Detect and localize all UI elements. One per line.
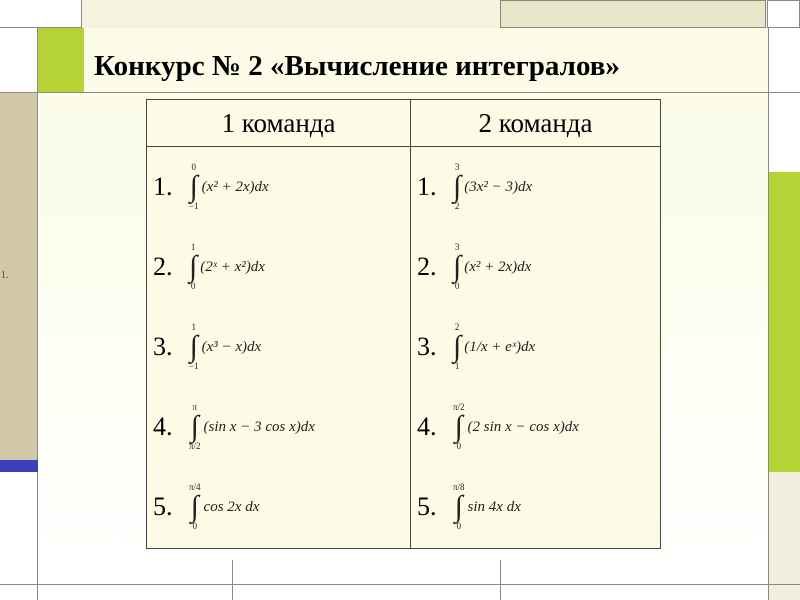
item-number: 1. — [417, 172, 437, 201]
list-item — [411, 307, 660, 387]
integral-formula — [453, 403, 579, 451]
header-team-2: 2 команда — [411, 100, 661, 147]
upper-limit: 1 — [190, 242, 196, 252]
team-2-list — [411, 147, 660, 547]
team-2-column — [411, 147, 661, 549]
lower-limit: −1 — [189, 201, 199, 211]
integral-symbol — [453, 483, 465, 531]
grid-line-v1 — [232, 560, 233, 600]
integral-sign-icon: ∫ — [454, 490, 463, 523]
integrand: (x³ − x)dx — [201, 338, 262, 355]
integral-symbol — [453, 243, 461, 291]
integral-symbol — [453, 323, 461, 371]
upper-limit: π/4 — [189, 482, 201, 492]
integral-sign-icon: ∫ — [190, 490, 199, 523]
upper-limit: π/2 — [453, 402, 465, 412]
integral-sign-icon: ∫ — [453, 250, 462, 283]
integrand: sin 4x dx — [467, 498, 521, 515]
decor-block-right-green — [768, 172, 800, 472]
upper-limit: 3 — [454, 162, 460, 172]
lower-limit: 2 — [454, 201, 460, 211]
integral-formula — [189, 483, 259, 531]
integral-symbol — [189, 163, 199, 211]
item-number: 4. — [417, 412, 437, 441]
list-item — [147, 387, 410, 467]
integrand: (1/x + eˣ)dx — [464, 338, 536, 355]
integral-formula — [189, 163, 269, 211]
table-body-row — [147, 147, 661, 549]
integral-sign-icon: ∫ — [453, 170, 462, 203]
lower-limit: π/2 — [189, 441, 201, 451]
integral-symbol — [453, 403, 465, 451]
integrand: (3x² − 3)dx — [464, 178, 533, 195]
integral-symbol — [189, 323, 199, 371]
upper-limit: 0 — [191, 162, 197, 172]
integrand: (2ˣ + x²)dx — [200, 258, 265, 275]
decor-block-blue — [0, 460, 38, 472]
lower-limit: −1 — [189, 361, 199, 371]
list-item — [411, 387, 660, 467]
page-title: Конкурс № 2 «Вычисление интегралов» — [94, 50, 620, 82]
integral-formula — [453, 483, 521, 531]
lower-limit: 0 — [456, 441, 462, 451]
lower-limit: 0 — [190, 281, 196, 291]
integral-formula — [189, 243, 265, 291]
list-item — [411, 227, 660, 307]
decor-block-top-left — [0, 0, 82, 28]
integrand: (x² + 2x)dx — [201, 178, 269, 195]
integral-symbol — [453, 163, 461, 211]
lower-limit: 1 — [454, 361, 460, 371]
side-mark: 1. — [1, 270, 9, 281]
integral-sign-icon: ∫ — [454, 410, 463, 443]
integral-sign-icon: ∫ — [190, 410, 199, 443]
integral-sign-icon: ∫ — [189, 250, 198, 283]
upper-limit: 1 — [191, 322, 197, 332]
item-number: 5. — [153, 492, 173, 521]
list-item — [147, 147, 410, 227]
decor-block-left-lower — [0, 472, 38, 600]
list-item — [147, 307, 410, 387]
item-number: 5. — [417, 492, 437, 521]
integral-symbol — [189, 243, 197, 291]
list-item — [147, 227, 410, 307]
team-1-list — [147, 147, 410, 547]
integrand: (2 sin x − cos x)dx — [467, 418, 579, 435]
decor-block-bottom — [38, 584, 768, 600]
header-team-1: 1 команда — [147, 100, 411, 147]
integral-symbol — [189, 483, 201, 531]
lower-limit: 0 — [456, 521, 462, 531]
grid-line-h1 — [0, 92, 800, 93]
integral-sign-icon: ∫ — [189, 170, 198, 203]
integrand: cos 2x dx — [203, 498, 260, 515]
grid-line-v2 — [500, 560, 501, 600]
integral-symbol — [189, 403, 201, 451]
upper-limit: 3 — [454, 242, 460, 252]
integral-formula — [189, 323, 261, 371]
integral-formula — [453, 163, 532, 211]
item-number: 3. — [153, 332, 173, 361]
item-number: 3. — [417, 332, 437, 361]
upper-limit: π/8 — [453, 482, 465, 492]
upper-limit: π — [192, 402, 198, 412]
item-number: 2. — [153, 252, 173, 281]
decor-block-top-corner — [767, 0, 800, 28]
integral-sign-icon: ∫ — [189, 330, 198, 363]
decor-block-left-white — [0, 28, 38, 92]
grid-line-h2 — [0, 584, 800, 585]
integrals-table — [146, 99, 661, 549]
team-1-column — [147, 147, 411, 549]
decor-block-right-lower — [768, 472, 800, 600]
upper-limit: 2 — [454, 322, 460, 332]
decor-block-top-right — [500, 0, 766, 28]
integrand: (x² + 2x)dx — [464, 258, 532, 275]
integral-formula — [453, 243, 531, 291]
list-item — [147, 467, 410, 547]
decor-block-right-white — [768, 28, 800, 172]
integrand: (sin x − 3 cos x)dx — [203, 418, 315, 435]
item-number: 2. — [417, 252, 437, 281]
list-item — [411, 147, 660, 227]
table-header-row — [147, 100, 661, 147]
item-number: 4. — [153, 412, 173, 441]
decor-block-green — [38, 28, 84, 92]
list-item — [411, 467, 660, 547]
item-number: 1. — [153, 172, 173, 201]
integral-sign-icon: ∫ — [453, 330, 462, 363]
lower-limit: 0 — [192, 521, 198, 531]
integral-formula — [189, 403, 315, 451]
integral-formula — [453, 323, 535, 371]
lower-limit: 0 — [454, 281, 460, 291]
